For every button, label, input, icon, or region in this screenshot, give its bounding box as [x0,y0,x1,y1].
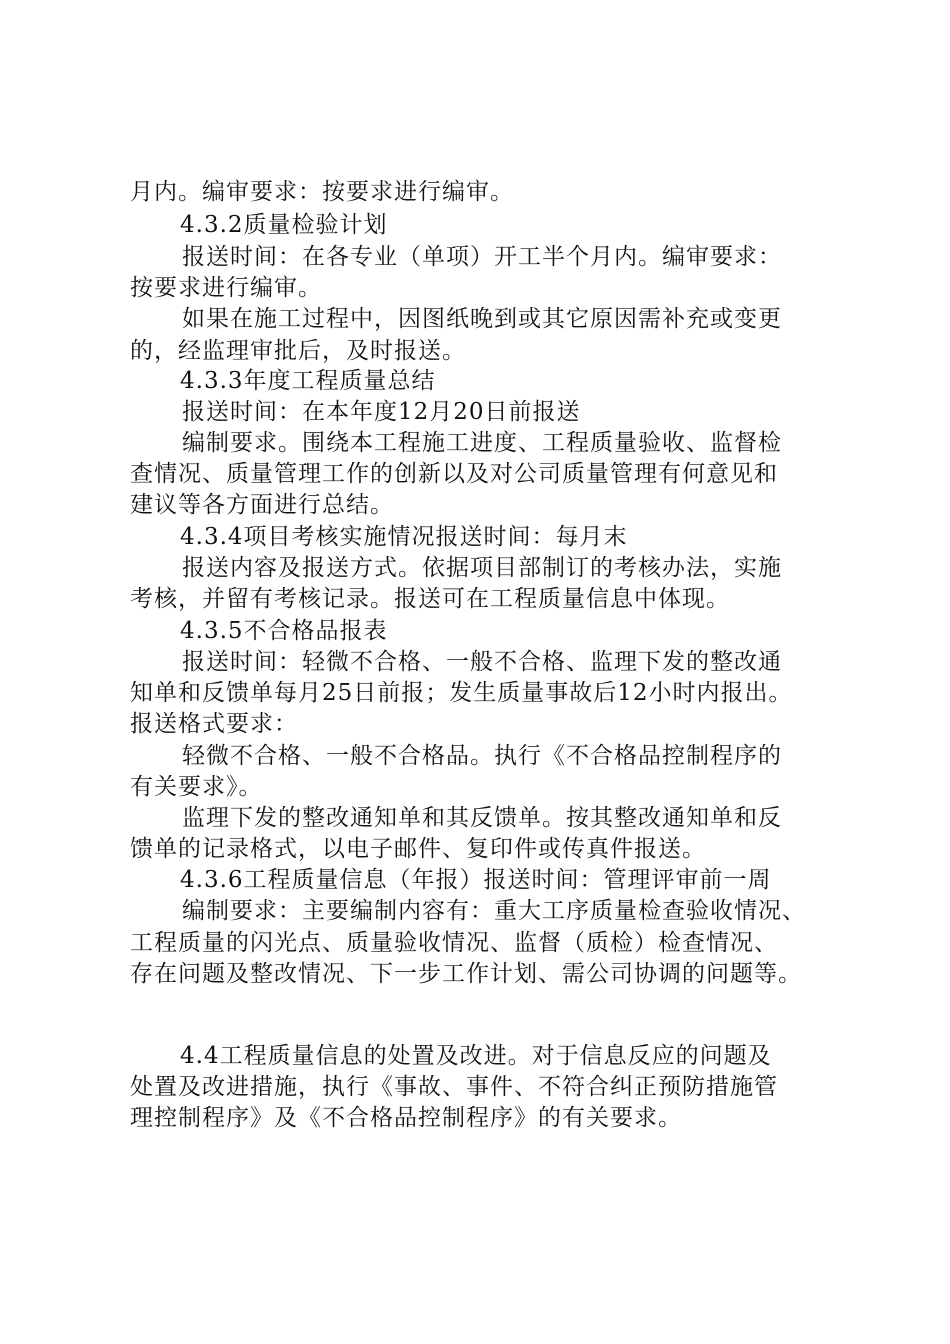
text-line: 馈单的记录格式，以电子邮件、复印件或传真件报送。 [130,836,706,862]
text-line: 工程质量的闪光点、质量验收情况、监督（质检）检查情况、 [130,930,778,956]
section-heading: 4.3.3年度工程质量总结 [180,368,436,394]
text-line: 存在问题及整改情况、下一步工作计划、需公司协调的问题等。 [130,961,802,987]
text-line: 查情况、质量管理工作的创新以及对公司质量管理有何意见和 [130,461,778,487]
text-line: 按要求进行编审。 [130,275,322,301]
section-heading: 4.4工程质量信息的处置及改进。对于信息反应的问题及 [180,1043,772,1069]
section-heading: 4.3.6工程质量信息（年报）报送时间：管理评审前一周 [180,867,772,893]
text-line: 编制要求。围绕本工程施工进度、工程质量验收、监督检 [182,430,782,456]
text-line: 的，经监理审批后，及时报送。 [130,338,466,364]
text-line: 理控制程序》及《不合格品控制程序》的有关要求。 [130,1105,682,1131]
text-line: 监理下发的整改通知单和其反馈单。按其整改通知单和反 [182,805,782,831]
text-line: 有关要求》。 [130,774,263,800]
section-heading: 4.3.5不合格品报表 [180,618,388,644]
text-line: 报送时间：轻微不合格、一般不合格、监理下发的整改通 [182,649,782,675]
text-line: 报送格式要求： [130,711,298,737]
text-line: 考核，并留有考核记录。报送可在工程质量信息中体现。 [130,586,730,612]
text-line: 建议等各方面进行总结。 [130,492,394,518]
text-line: 知单和反馈单每月25日前报；发生质量事故后12小时内报出。 [130,680,793,706]
section-heading: 4.3.4项目考核实施情况报送时间：每月末 [180,524,628,550]
text-line: 报送时间：在本年度12月20日前报送 [182,399,581,425]
text-line: 处置及改进措施，执行《事故、事件、不符合纠正预防措施管 [130,1074,778,1100]
text-line: 如果在施工过程中，因图纸晚到或其它原因需补充或变更 [182,306,782,332]
text-line: 月内。编审要求：按要求进行编审。 [130,179,514,205]
section-heading: 4.3.2质量检验计划 [180,212,388,238]
text-line: 轻微不合格、一般不合格品。执行《不合格品控制程序的 [182,743,782,769]
text-line: 报送内容及报送方式。依据项目部制订的考核办法，实施 [182,555,782,581]
text-line: 编制要求：主要编制内容有：重大工序质量检查验收情况、 [182,898,806,924]
text-line: 报送时间：在各专业（单项）开工半个月内。编审要求： [182,244,782,270]
